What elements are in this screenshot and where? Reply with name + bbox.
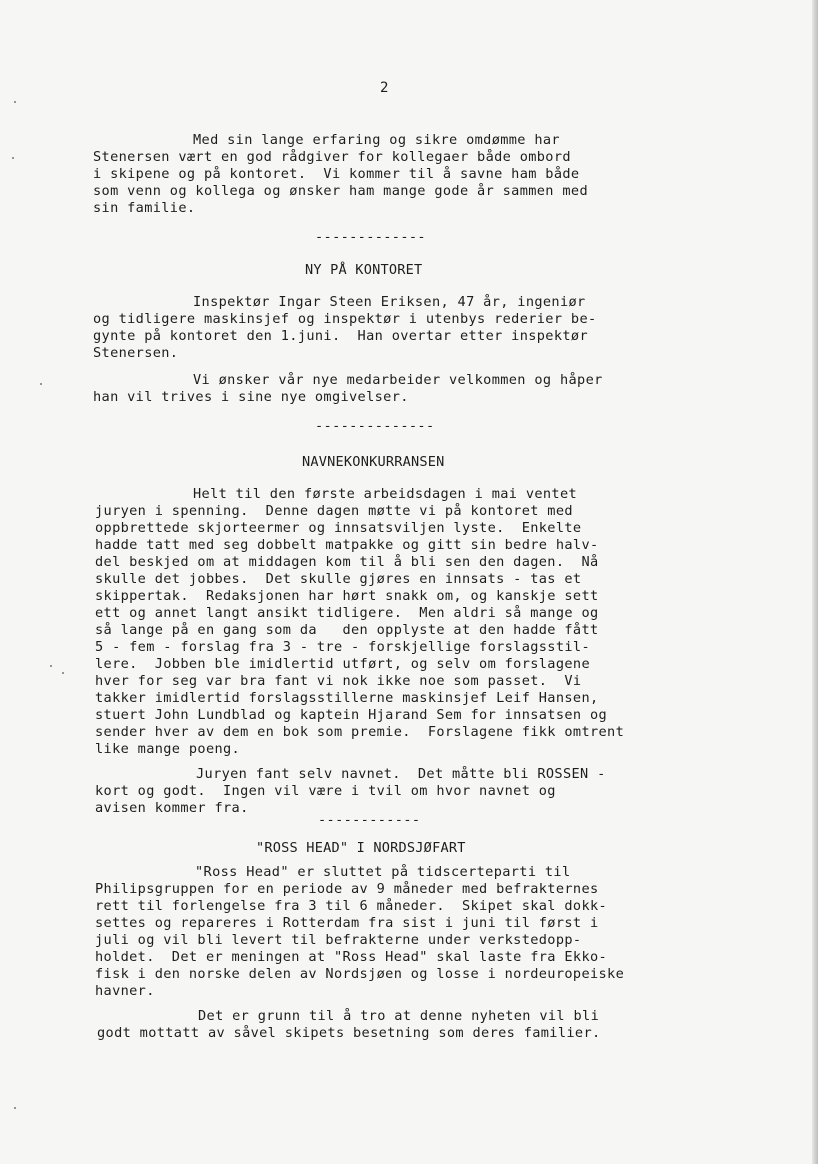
paragraph-line: Stenersen vært en god rådgiver for kollegaer både ombord bbox=[93, 149, 571, 165]
section-separator: ------------ bbox=[318, 812, 421, 828]
section-heading: "ROSS HEAD" I NORDSJØFART bbox=[256, 840, 466, 856]
paragraph-line: Helt til den første arbeidsdagen i mai ventet bbox=[193, 486, 578, 502]
paragraph-line: Det er grunn til å tro at denne nyheten vil bli bbox=[198, 1008, 600, 1024]
paragraph-line: skippertak. Redaksjonen har hørt snakk om, og kanskje sett bbox=[95, 588, 599, 604]
scan-speck bbox=[14, 101, 16, 103]
section-separator: -------------- bbox=[315, 418, 435, 434]
paragraph-line: sender hver av dem en bok som premie. Forslagene fikk omtrent bbox=[95, 724, 625, 740]
paragraph-line: Stenersen. bbox=[93, 345, 179, 361]
paragraph-line: avisen kommer fra. bbox=[95, 800, 249, 816]
paragraph-line: kort og godt. Ingen vil være i tvil om hvor navnet og bbox=[95, 783, 556, 799]
paragraph-line: Med sin lange erfaring og sikre omdømme har bbox=[193, 132, 560, 148]
page-edge-shadow bbox=[812, 0, 818, 1164]
scan-speck bbox=[12, 157, 14, 159]
scan-speck bbox=[62, 672, 64, 674]
paragraph-line: skulle det jobbes. Det skulle gjøres en innsats - tas et bbox=[95, 571, 582, 587]
paragraph-line: stuert John Lundblad og kaptein Hjarand Sem for innsatsen og bbox=[95, 707, 608, 723]
paragraph-line: sin familie. bbox=[93, 200, 196, 216]
paragraph-line: settes og repareres i Rotterdam fra sist i juni til først i bbox=[95, 915, 599, 931]
paragraph-line: gynte på kontoret den 1.juni. Han overtar etter inspektør bbox=[93, 328, 588, 344]
paragraph-line: i skipene og på kontoret. Vi kommer til å savne ham både bbox=[93, 166, 580, 182]
paragraph-line: Philipsgruppen for en periode av 9 måneder med befrakternes bbox=[95, 881, 599, 897]
paragraph-line: "Ross Head" er sluttet på tidscerteparti til bbox=[195, 864, 571, 880]
paragraph-line: lere. Jobben ble imidlertid utført, og selv om forslagene bbox=[95, 656, 590, 672]
paragraph-line: han vil trives i sine nye omgivelser. bbox=[93, 389, 409, 405]
paragraph-line: holdet. Det er meningen at "Ross Head" skal laste fra Ekko- bbox=[95, 949, 608, 965]
paragraph-line: Inspektør Ingar Steen Eriksen, 47 år, ingeniør bbox=[193, 294, 586, 310]
paragraph-line: godt mottatt av såvel skipets besetning som deres familier. bbox=[97, 1025, 601, 1041]
scan-speck bbox=[14, 1107, 16, 1109]
paragraph-line: og tidligere maskinsjef og inspektør i utenbys rederier be- bbox=[93, 311, 597, 327]
page-number: 2 bbox=[380, 80, 389, 96]
paragraph-line: havner. bbox=[95, 983, 155, 999]
paragraph-line: så lange på en gang som da den opplyste at den hadde fått bbox=[95, 622, 599, 638]
paragraph-line: hver for seg var bra fant vi nok ikke noe som passet. Vi bbox=[95, 673, 582, 689]
paragraph-line: 5 - fem - forslag fra 3 - tre - forskjellige forslagsstil- bbox=[95, 639, 590, 655]
paragraph-line: fisk i den norske delen av Nordsjøen og losse i nordeuropeiske bbox=[95, 966, 625, 982]
paragraph-line: juryen i spenning. Denne dagen møtte vi på kontoret med bbox=[95, 503, 573, 519]
paragraph-line: Juryen fant selv navnet. Det måtte bli ROSSEN - bbox=[196, 766, 606, 782]
paragraph-line: Vi ønsker vår nye medarbeider velkommen og håper bbox=[193, 372, 603, 388]
section-separator: ------------- bbox=[315, 229, 426, 245]
paragraph-line: rett til forlengelse fra 3 til 6 måneder. Skipet skal dokk- bbox=[95, 898, 608, 914]
section-heading: NAVNEKONKURRANSEN bbox=[302, 454, 445, 470]
section-heading: NY PÅ KONTORET bbox=[305, 262, 423, 278]
paragraph-line: hadde tatt med seg dobbelt matpakke og gitt sin bedre halv- bbox=[95, 537, 599, 553]
paragraph-line: oppbrettede skjorteermer og innsatsviljen lyste. Enkelte bbox=[95, 520, 582, 536]
paragraph-line: takker imidlertid forslagsstillerne maskinsjef Leif Hansen, bbox=[95, 690, 599, 706]
paragraph-line: ett og annet langt ansikt tidligere. Men aldri så mange og bbox=[95, 605, 599, 621]
paragraph-line: del beskjed om at middagen kom til å bli sen den dagen. Nå bbox=[95, 554, 599, 570]
paragraph-line: som venn og kollega og ønsker ham mange gode år sammen med bbox=[93, 183, 588, 199]
paragraph-line: like mange poeng. bbox=[95, 741, 241, 757]
paragraph-line: juli og vil bli levert til befrakterne under verkstedopp- bbox=[95, 932, 582, 948]
scan-speck bbox=[50, 665, 52, 667]
scan-speck bbox=[40, 383, 42, 385]
